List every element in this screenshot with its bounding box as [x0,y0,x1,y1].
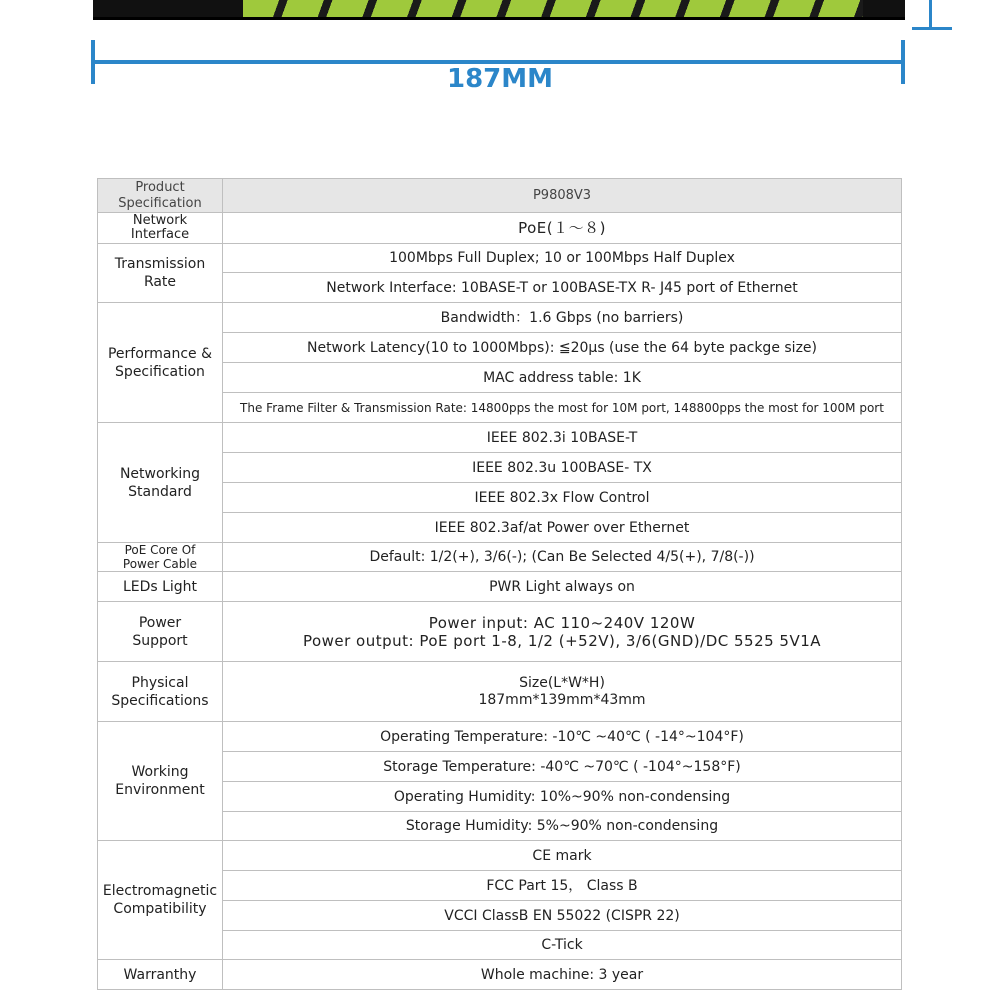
spec-value: FCC Part 15， Class B [223,871,902,901]
spec-value: Whole machine: 3 year [223,960,902,990]
spec-value: Storage Temperature: -40℃ ~70℃ ( -104°~158°F) [223,752,902,782]
spec-value: PWR Light always on [223,572,902,602]
spec-header-row [98,179,902,213]
spec-value: Power input: AC 110~240V 120W Power output: PoE port 1-8, 1/2 (+52V), 3/6(GND)/DC 5525 5V1A [223,602,902,662]
table-row [98,213,902,244]
table-row [98,543,902,572]
spec-value: Network Interface: 10BASE-T or 100BASE-TX R- J45 port of Ethernet [223,273,902,303]
spec-table [97,178,902,990]
spec-label: Networking Standard [98,423,223,543]
spec-label: PoE Core Of Power Cable [98,543,223,572]
spec-value: VCCI ClassB EN 55022 (CISPR 22) [223,901,902,931]
spec-label: Working Environment [98,722,223,841]
spec-value: IEEE 802.3u 100BASE- TX [223,453,902,483]
spec-header-label: Product Specification [98,179,223,213]
table-row [98,722,902,752]
table-row [98,572,902,602]
spec-value: Default: 1/2(+), 3/6(-); (Can Be Selected 4/5(+), 7/8(-)) [223,543,902,572]
device-photo [93,0,905,20]
spec-value: IEEE 802.3i 10BASE-T [223,423,902,453]
spec-label: Network Interface [98,213,223,244]
table-row [98,303,902,333]
spec-label: Performance & Specification [98,303,223,423]
spec-value: Network Latency(10 to 1000Mbps): ≦20μs (use the 64 byte packge size) [223,333,902,363]
spec-value: Operating Humidity: 10%~90% non-condensing [223,782,902,812]
spec-value: Size(L*W*H) 187mm*139mm*43mm [223,662,902,722]
spec-value: IEEE 802.3x Flow Control [223,483,902,513]
spec-model: P9808V3 [223,179,902,213]
spec-value: 100Mbps Full Duplex; 10 or 100Mbps Half Duplex [223,244,902,273]
width-dimension-label: 187MM [446,64,554,94]
spec-value: MAC address table: 1K [223,363,902,393]
spec-value: CE mark [223,841,902,871]
spec-label: Power Support [98,602,223,662]
spec-value: Bandwidth：1.6 Gbps (no barriers) [223,303,902,333]
spec-value: IEEE 802.3af/at Power over Ethernet [223,513,902,543]
spec-label: Electromagnetic Compatibility [98,841,223,960]
table-row [98,662,902,722]
table-row [98,960,902,990]
spec-label: Warranthy [98,960,223,990]
table-row [98,244,902,273]
spec-value: Storage Humidity: 5%~90% non-condensing [223,812,902,841]
height-dimension-marker [912,0,952,32]
spec-value: The Frame Filter & Transmission Rate: 14800pps the most for 10M port, 148800pps the most for 100M port [223,393,902,423]
spec-label: LEDs Light [98,572,223,602]
table-row [98,841,902,871]
table-row [98,423,902,453]
spec-label: Physical Specifications [98,662,223,722]
spec-value: C-Tick [223,931,902,960]
spec-value: PoE(１～８) [223,213,902,244]
table-row [98,602,902,662]
spec-label: Transmission Rate [98,244,223,303]
spec-value: Operating Temperature: -10℃ ~40℃ ( -14°~104°F) [223,722,902,752]
